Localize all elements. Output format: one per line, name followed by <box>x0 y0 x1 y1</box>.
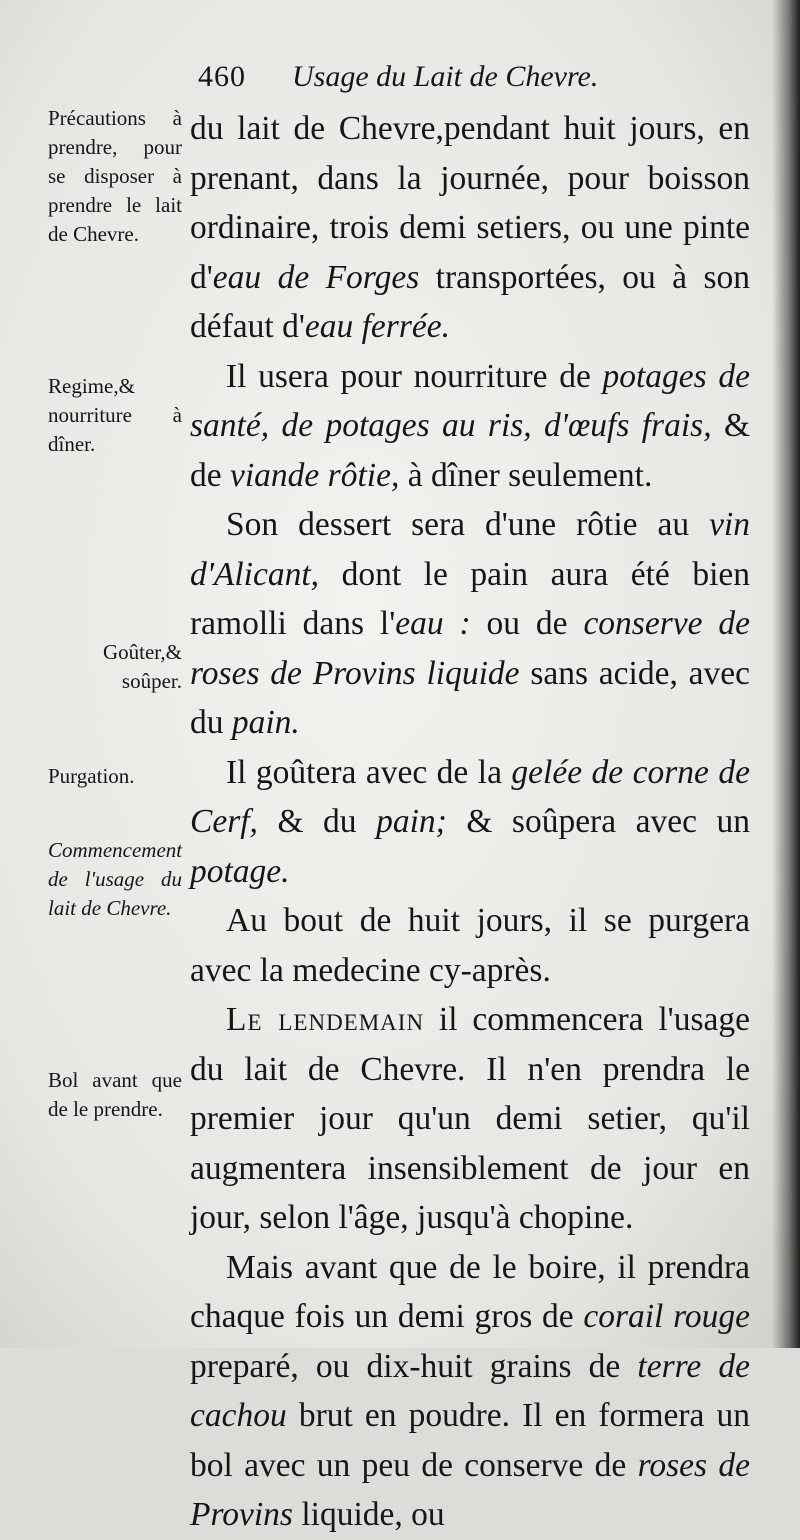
page-number: 460 <box>198 60 246 93</box>
margin-note-precautions: Précautions à prendre, pour se disposer à prendre le lait de Chevre. <box>48 106 182 246</box>
running-title: Usage du Lait de Chevre. <box>292 60 599 93</box>
paragraph-7: Mais avant que de le boire, il prendra chaque fois un demi gros de corail rouge preparé, ou dix-huit grains de terre de cachou brut en poudre. Il en formera un bol avec un peu de conserve de roses de Provins liquide, ou <box>190 1248 751 1533</box>
margin-note-purgation: Purgation. <box>48 764 135 788</box>
paragraph-6: Le lendemain il commencera l'usage du lait de Chevre. Il n'en prendra le premier jour qu'un demi setier, qu'il augmentera insensiblement de jour en jour, selon l'âge, jusqu'à chopine. <box>190 1001 750 1236</box>
paragraph-1: du lait de Chevre,pendant huit jours, en prenant, dans la journée, pour boisson ordinaire, trois demi setiers, ou une pinte d'eau de Forges transportées, ou à son défaut d'eau ferrée. <box>190 110 750 345</box>
margin-note-commencement: Commencement de l'usage du lait de Chevre. <box>48 838 183 920</box>
main-text <box>190 104 750 1540</box>
margin-note-gouter: Goûter,& soûper. <box>102 640 182 693</box>
paragraph-3: Son dessert sera d'une rôtie au vin d'Alicant, dont le pain aura été bien ramolli dans l'eau : ou de conserve de roses de Provins liquide sans acide, avec du pain. <box>190 506 750 741</box>
book-spine-shadow <box>772 0 800 1348</box>
paragraph-2: Il usera pour nourriture de potages de santé, de potages au ris, d'œufs frais, & de viande rôtie, à dîner seulement. <box>190 357 751 494</box>
margin-note-regime: Regime,& nourriture à dîner. <box>48 374 182 456</box>
paragraph-5: Au bout de huit jours, il se purgera avec la medecine cy-après. <box>190 902 750 989</box>
page-header <box>198 60 678 94</box>
margin-note-bol: Bol avant que de le prendre. <box>48 1068 182 1121</box>
paragraph-4: Il goûtera avec de la gelée de corne de Cerf, & du pain; & soûpera avec un potage. <box>190 753 750 890</box>
